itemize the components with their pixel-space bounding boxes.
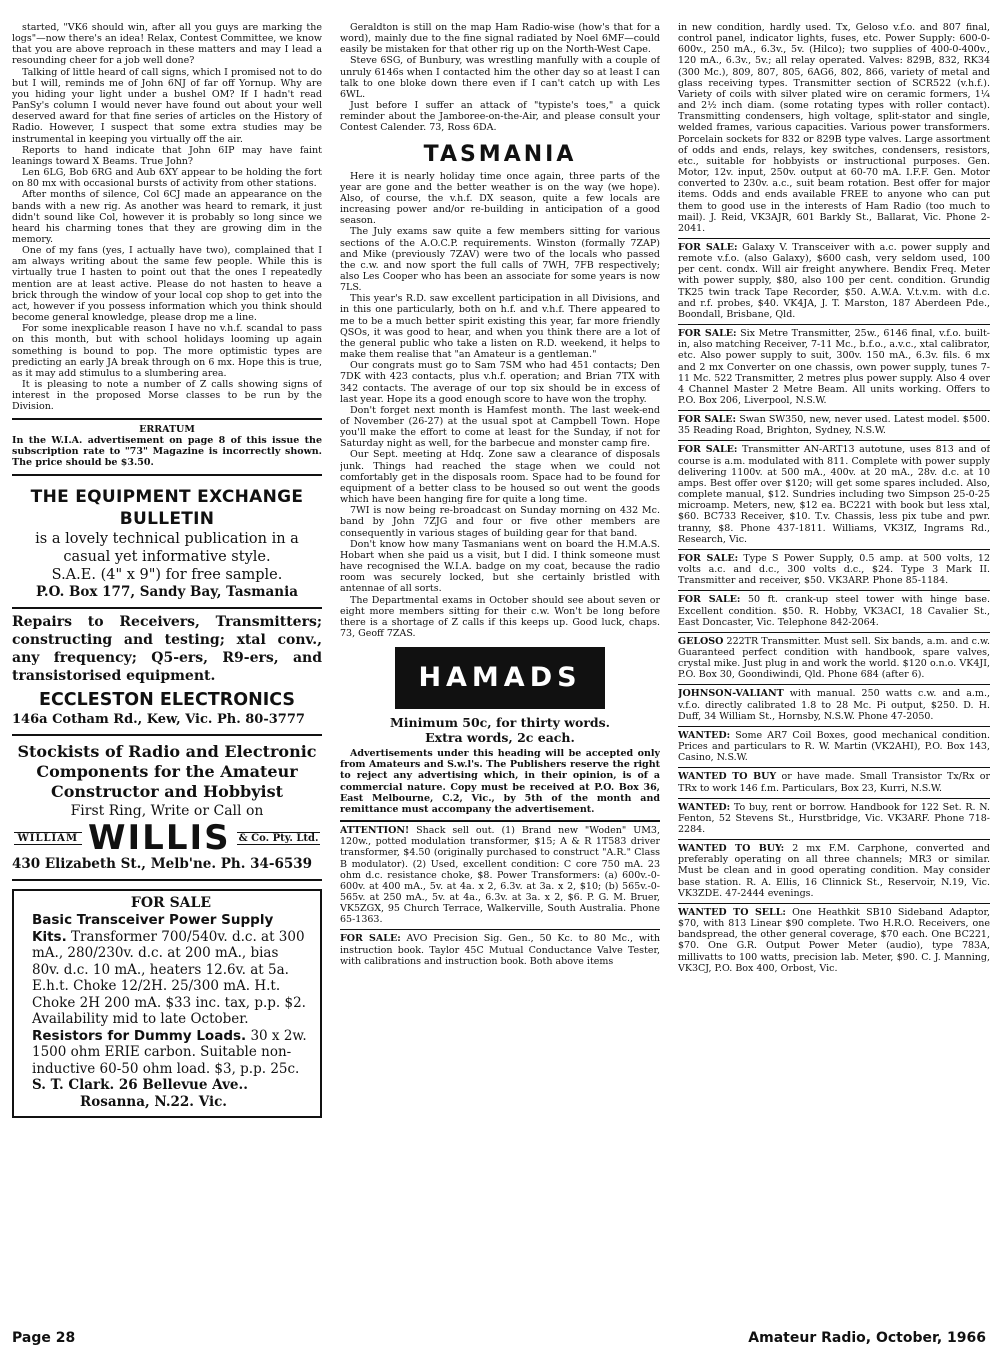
logo-suffix: & Co. Pty. Ltd. (238, 832, 319, 844)
divider (678, 590, 990, 591)
classified-ad (678, 444, 990, 544)
ad-text: 2 mx F.M. Carphone, converted and preferably operating on all three channels; MR3 or similar. Must be clean and in good operating condition. May consider base station. R. A. Ellis, 16 Clinnick St., Reservoir, N.19, Vic. VK3ZDE. 47-2444 evenings. (678, 843, 990, 899)
logo-name: WILLIS (88, 818, 231, 859)
ad-text: is a lovely technical publication in a (35, 531, 299, 548)
ad-text: S.A.E. (4" x 9") for free sample. (51, 567, 283, 584)
logo-prefix: WILLIAM (14, 832, 82, 845)
classified-ad (678, 907, 990, 974)
ad-text: or have made. Small Transistor Tx/Rx or TRx to work 146 f.m. Particulars, Box 23, Kurri, N.S.W. (678, 771, 990, 794)
kits-text: Transformer 700/540v. d.c. at 300 mA., 280/230v. d.c. at 200 mA., bias 80v. d.c. 10 mA., heaters 12.6v. at 5a. E.h.t. Choke 12/2H. 25/300 mA. H.t. Choke 2H 200 mA. $33 inc. tax, p.p. $2. Availability mid to late October. (32, 928, 306, 1028)
article-paragraph: One of my fans (yes, I actually have two), complained that I am always writing about the same few people. While this is virtually true I hasten to point out that the ones I repeatedly mention are at least active. Please do not hasten to heave a brick through the window of your local cop shop to get into the act, however if you possess information which you think should become general knowledge, please drop me a line. (12, 245, 322, 324)
ad-address: P.O. Box 177, Sandy Bay, Tasmania (36, 584, 298, 601)
ad-text: Constructor and Hobbyist (51, 782, 283, 802)
article-paragraph: The July exams saw quite a few members sitting for various sections of the A.O.C.P. requirements. Winston (formally 7ZAP) and Mike (previously 7ZAV) were two of the locals who passed the c.w. and now sport the full calls of 7WH, 7FB respectively; also Les Cooper who has been an associate for some years is now 7LS. (340, 226, 660, 294)
ad-text: Type S Power Supply, 0.5 amp. at 500 volts, 12 volts a.c. and d.c., 300 volts d.c., $24. Type 3 Mark II. Transmitter and receiver, $50. VK3ARP. Phone 85-1184. (678, 552, 990, 587)
article-paragraph: Len 6LG, Bob 6RG and Aub 6XY appear to be holding the fort on 80 mx with occasional bursts of activity from other stations. (12, 167, 322, 190)
ad-title: ECCLESTON ELECTRONICS (38, 690, 296, 711)
hamads-banner: HAMADS (395, 647, 605, 709)
classified-ad (678, 730, 990, 763)
article-paragraph: Reports to hand indicate that John 6IP may have faint leanings toward X Beams. True John? (12, 144, 322, 167)
ad-continuation: in new condition, hardly used. Tx, Geloso v.f.o. and 807 final, control panel, indicator lights, fuses, etc. Power Supply: 600-0-600v., 250 mA., 6.3v., 5v. (Hilco); two supplies of 400-0-400v., 120 mA., 6.3v., 5v.; all relay operated. Valves: 829B, 832, RK34 (300 Mc.), 809, 807, 805, 6AG6, 802, 866, variety of metal and glass receiving types. Transmitter section of SCR522 (v.h.f.). Variety of coils with silver plated wire on ceramic formers, 1¼ and 2½ inch diam. (some rotating types with roller contact). Transmitting condensers, high voltage, split-stator and single, welded frames, various capacities. Various power transformers. Porcelain sockets for 832 or 829B type valves. Large assortment of odds and ends, relays, key switches, condensers, resistors, etc., suitable for hobbyists or instructional purposes. Gen. Motor, 12v. input, 250v. output at 60-70 mA. I.F.F. Gen. Motor converted to 230v. a.c., suit beam rotation. Best offer for major items. Odds and ends available FREE to anyone who can put them to good use in the interests of Ham Radio (too much to mail). J. Reid, VK3AJR, 601 Barkly St., Ballarat, Vic. Phone 2-2041. (678, 22, 990, 234)
article-paragraph: It is pleasing to note a number of Z calls showing signs of interest in the proposed Morse classes to be run by the Division. (12, 379, 322, 413)
ad-text: Six Metre Transmitter, 25w., 6146 final, v.f.o. built-in, also matching Receiver, 7-11 Mc., b.f.o., a.v.c., xtal calibrator, etc. Also power supply to suit, 300v. 150 mA., 6.3v. fils. 6 mx and 2 mx Converter on one chassis, own power supply, tunes 7-11 Mc. 522 Transmitter, 2 metres plus power supply. Also 4 over 4 Channel Master 2 Metre Beam. All units working. Offers to P.O. Box 206, Liverpool, N.S.W. (678, 328, 990, 406)
classified-ad (678, 802, 990, 835)
article-paragraph: The Departmental exams in October should see about seven or eight more members sitting for their c.w. Won't be long before there is a shortage of Z calls if this keeps up. Good luck, chaps. 73, Geoff 7ZAS. (340, 594, 660, 639)
ad-text: To buy, rent or borrow. Handbook for 122 Set. R. N. Fenton, 52 Stevens St., Hurstbridge, Vic. VK3ARF. Phone 718-2284. (678, 801, 990, 835)
ad-text: 50 ft. crank-up steel tower with hinge base. Excellent condition. $50. R. Hobby, VK3ACI, 18 Cavalier St., East Doncaster, Vic. Telephone 842-2064. (678, 594, 990, 628)
ad-heading: WANTED TO BUY (678, 771, 777, 783)
divider (678, 726, 990, 727)
divider (12, 607, 322, 609)
ad-text: casual yet informative style. (63, 549, 271, 566)
willis-ad (12, 742, 322, 873)
box-text (32, 1028, 310, 1078)
page-number: Page 28 (12, 1330, 76, 1346)
article-paragraph: Geraldton is still on the map Ham Radio-wise (how's that for a word), mainly due to the fine signal radiated by Noel 6MF—could easily be mistaken for that other rig up on the North-West Cape. (340, 22, 660, 56)
classified-ad (678, 636, 990, 681)
ad-text: One Heathkit SB10 Sideband Adaptor, $70, with 813 Linear $90 complete. Two H.R.O. Receivers, one bandspread, the other general coverage, $70 each. One BC221, $70. One G.R. Output Power Meter (audio), type 783A, millivatts to 100 watts, precision lab. Meter, $90. C. J. Manning, VK3CJ, P.O. Box 400, Orbost, Vic. (678, 906, 990, 974)
ad-text: Some AR7 Coil Boxes, good mechanical condition. Prices and particulars to R. W. Martin (VK2AHI), P.O. Box 143, Casino, N.S.W. (678, 729, 990, 764)
article-paragraph: After months of silence, Col 6CJ made an appearance on the bands with a new rig. As another was heard to remark, it just didn't sound like Col, however it is probably so long since we heard his charming tones that they are growing dim in the memory. (12, 189, 322, 245)
classified-ad (678, 771, 990, 793)
ad-text: Swan SW350, new, never used. Latest model. $500. 35 Reading Road, Brighton, Sydney, N.S.W. (678, 414, 990, 437)
divider (678, 410, 990, 411)
ad-text: AVO Precision Sig. Gen., 50 Kc. to 80 Mc., with instruction book. Taylor 45C Mutual Conductance Valve Tester, with calibrations and instruction book. Both above items (340, 933, 660, 967)
resistors-text: 30 x 2w. 1500 ohm ERIE carbon. Suitable non-inductive 60-50 ohm load. $3, p.p. 25c. (32, 1027, 307, 1077)
divider (678, 839, 990, 840)
divider (678, 684, 990, 685)
ad-address: 146a Cotham Rd., Kew, Vic. Ph. 80-3777 (12, 712, 305, 728)
ad-heading: ATTENTION! (340, 825, 410, 837)
divider (678, 440, 990, 441)
classified-ad (678, 328, 990, 406)
section-heading-tasmania: TASMANIA (423, 141, 577, 167)
publication-footer: Amateur Radio, October, 1966 (748, 1330, 986, 1346)
equipment-exchange-ad (12, 486, 322, 601)
ad-text: First Ring, Write or Call on (70, 803, 264, 820)
ad-heading: WANTED: (678, 801, 731, 813)
ad-heading: WANTED: (678, 729, 731, 741)
ad-heading: WANTED TO BUY: (678, 843, 785, 855)
article-paragraph: Our congrats must go to Sam 7SM who had 451 contacts; Den 7DK with 423 contacts, plus v.h.f. operation; and Brian 7TX with 342 contacts. The average of our top six should be in excess of last year. Hope its a good enough score to have won the trophy. (340, 360, 660, 405)
article-paragraph: Don't know how many Tasmanians went on board the H.M.A.S. Hobart when she paid us a visit, but I did. I think someone must have recognised the W.I.A. badge on my coat, because the radio room was securely locked, but she certainly bristled with antennae of all sorts. (340, 538, 660, 595)
ad-address: 430 Elizabeth St., Melb'ne. Ph. 34-6539 (12, 856, 313, 873)
classified-ad (678, 242, 990, 320)
box-title: FOR SALE (130, 895, 212, 912)
eccleston-ad (12, 613, 322, 728)
article-paragraph: Here it is nearly holiday time once again, three parts of the year are gone and the better weather is on the way (we hope). Also, of course, the v.h.f. DX season, quite a few locals are increasing power and/or re-building in anticipation of a good season. (340, 170, 660, 227)
box-text (32, 912, 310, 1028)
ad-heading: FOR SALE: (678, 414, 737, 426)
erratum-text: In the W.I.A. advertisement on page 8 of this issue the subscription rate to "73" Magazine is incorrectly shown. The price should be $3.50. (12, 435, 322, 469)
classified-ad (340, 933, 660, 966)
willis-logo (12, 818, 322, 859)
article-paragraph: Don't forget next month is Hamfest month. The last week-end of November (26-27) at the usual spot at Campbell Town. Hope you'll make the effort to come at least for the Sunday, if not for Saturday night as well, for the barbecue and monster camp fire. (340, 404, 660, 450)
ad-text: Repairs to Receivers, Transmitters; constructing and testing; xtal conv., any frequency; Q5-ers, R9-ers, and transistorised equipment. (12, 614, 322, 685)
ad-text: Components for the Amateur (36, 762, 298, 782)
article-paragraph: Just before I suffer an attack of "typiste's toes," a quick reminder about the Jamboree-on-the-Air, and please consult your Contest Calender. 73, Ross 6DA. (340, 100, 660, 134)
ad-heading: FOR SALE: (678, 444, 738, 456)
contact: S. T. Clark. 26 Bellevue Ave.. (32, 1077, 248, 1094)
ad-text: with manual. 250 watts c.w. and a.m., v.f.o. directly calibrated 1.8 to 28 Mc. Pi output, $250. D. H. Duff, 34 William St., Hornsby, N.S.W. Phone 47-2050. (678, 688, 990, 722)
divider (678, 903, 990, 904)
article-paragraph: Our Sept. meeting at Hdq. Zone saw a clearance of disposals junk. Things had reached the stage when we could not comfortably get in the disposals room. Space had to be found for equipment of a better class to be housed so out went the goods which have been hanging fire for quite a long time. (340, 449, 660, 506)
divider (12, 418, 322, 420)
hamads-rate: Minimum 50c, for thirty words. (389, 715, 611, 731)
ad-title: BULLETIN (119, 509, 215, 530)
classified-ad (678, 688, 990, 721)
divider (12, 734, 322, 736)
article-paragraph: Talking of little heard of call signs, which I promised not to do but I will, reminds me of John 6NJ of far off Yornup. Why are you hiding your light under a bushel OM? If I hadn't read PanSy's column I would never have found out about your well deserved award for that fine series of articles on the History of Radio. However, I suspect that some extra studies may be instrumental in keeping you virtually off the air. (12, 66, 322, 145)
divider (678, 549, 990, 550)
contact: Rosanna, N.22. Vic. (80, 1093, 227, 1110)
classified-ad (678, 414, 990, 436)
ad-title: THE EQUIPMENT EXCHANGE (30, 487, 304, 508)
classified-ad (678, 553, 990, 586)
divider (678, 798, 990, 799)
ad-heading: GELOSO (678, 635, 724, 647)
ad-heading: FOR SALE: (678, 328, 737, 340)
ad-heading: FOR SALE: (340, 933, 401, 945)
ad-text: Transmitter AN-ART13 autotune, uses 813 and of course is a.m. modulated with 811. Complete with power supply delivering 1100v. at 500 mA., 400v. at 20 mA., 28v. d.c. at 10 amps. Best offer over $120; will get some spares included. Also, complete manual, $12. Sundries including two Simpson 25-0-25 microamp. Meters, new, $12 ea. BC221 with book but less xtal, $60. BC733 Receiver, $10. T.v. Chassis, less pix tube and pwr. tranny, $8. Phone 437-1811. Williams, VK3IZ, Ingrams Rd., Research, Vic. (678, 444, 990, 545)
article-paragraph: For some inexplicable reason I have no v.h.f. scandal to pass on this month, but with school holidays looming up again something is bound to pop. The more optimistic types are predicting an early JA break through on 6 mx. Hope this is true, as it may add stimulus to a slumbering area. (12, 323, 322, 379)
ad-text: 222TR Transmitter. Must sell. Six bands, a.m. and c.w. Guaranteed perfect condition with handbook, spare valves, crystal mike. Just plug in and work the world. $120 o.n.o. VK4JI, P.O. Box 30, Goondiwindi, Qld. Phone 684 (after 6). (678, 635, 990, 681)
divider (678, 238, 990, 239)
divider (12, 879, 322, 881)
divider (678, 324, 990, 325)
hamads-rate: Extra words, 2c each. (425, 730, 575, 746)
ad-heading: WANTED TO SELL: (678, 906, 786, 918)
classified-ad (340, 825, 660, 925)
divider (340, 820, 660, 822)
erratum-notice (12, 424, 322, 468)
middle-column (340, 22, 660, 1332)
resistors-heading: Resistors for Dummy Loads. (32, 1027, 247, 1044)
classified-ad (678, 843, 990, 899)
ad-text: Galaxy V. Transceiver with a.c. power supply and remote v.f.o. (also Galaxy), $600 cash, very seldom used, 100 per cent. condx. Will air freight anywhere. Bendix Freq. Meter with power supply, $80, also 100 per cent. condition. Grundig TK25 twin track Tape Recorder, $50. A.W.A. V.t.v.m. with d.c. and r.f. probes, $40. VK4JA, J. T. Marston, 187 Aberdeen Pde., Boondall, Brisbane, Qld. (678, 241, 990, 320)
ad-text: Stockists of Radio and Electronic (17, 742, 317, 762)
divider (340, 929, 660, 930)
erratum-title: ERRATUM (139, 424, 195, 436)
article-paragraph: This year's R.D. saw excellent participation in all Divisions, and in this one particularly, both on h.f. and v.h.f. There appeared to me to be a much better spirit existing this year, far more friendly QSOs, it was good to hear, and when you think there are a lot of the general public who take a listen on R.D. weekend, it helps to make them realise that "an Amateur is a gentleman." (340, 293, 660, 361)
divider (678, 767, 990, 768)
hamads-rules: Advertisements under this heading will be accepted only from Amateurs and S.w.l's. The Publishers reserve the right to reject any advertising which, in their opinion, is of a commercial nature. Copy must be received at P.O. Box 36, East Melbourne, C.2, Vic., by 5th of the month and remittance must accompany the advertisement. (340, 748, 660, 815)
article-paragraph: started, "VK6 should win, after all you guys are marking the logs"—now there's an idea! Relax, Contest Committee, we know that you are above reproach in these matters and may I lead a resounding cheer for a job well done? (12, 22, 322, 67)
ad-heading: JOHNSON-VALIANT (678, 688, 784, 700)
article-paragraph: Steve 6SG, of Bunbury, was wrestling manfully with a couple of unruly 6146s when I contacted him the other day so at least I can talk to one bloke down there even if I can't catch up with Les 6WL. (340, 55, 660, 100)
classified-ad (678, 594, 990, 627)
article-paragraph: 7WI is now being re-broadcast on Sunday morning on 432 Mc. band by John 7ZJG and four or five other members are consequently in various stages of building gear for that band. (340, 505, 660, 539)
left-column (12, 22, 322, 1322)
kits-heading: Basic Transceiver Power Supply Kits. (32, 912, 274, 945)
ad-heading: FOR SALE: (678, 594, 741, 606)
ad-text: Shack sell out. (1) Brand new "Woden" UM3, 120w., potted modulation transformer, $15; A & R 1T583 driver transformer, $4.50 (originally purchased to construct "A.R." Class B modulator). (2) Used, excellent condition: C core 750 mA. 23 ohm d.c. resistance choke, $8. Power Transformers: (a) 600v.-0-600v. at 400 mA., 5v. at 4a. x 2, 6.3v. at 3a. x 2, $10; (b) 565v.-0-565v. at 250 mA., 5v. at 4a., 6.3v. at 3a. x 2, $6. P. G. M. Bruer, VK5ZGX, 95 Church Terrace, Walkerville, South Australia. Phone 65-1363. (340, 825, 660, 926)
right-column (678, 22, 990, 1332)
divider (12, 474, 322, 476)
divider (678, 632, 990, 633)
ad-heading: FOR SALE: (678, 241, 738, 253)
for-sale-box (12, 889, 322, 1118)
ad-heading: FOR SALE: (678, 552, 739, 564)
